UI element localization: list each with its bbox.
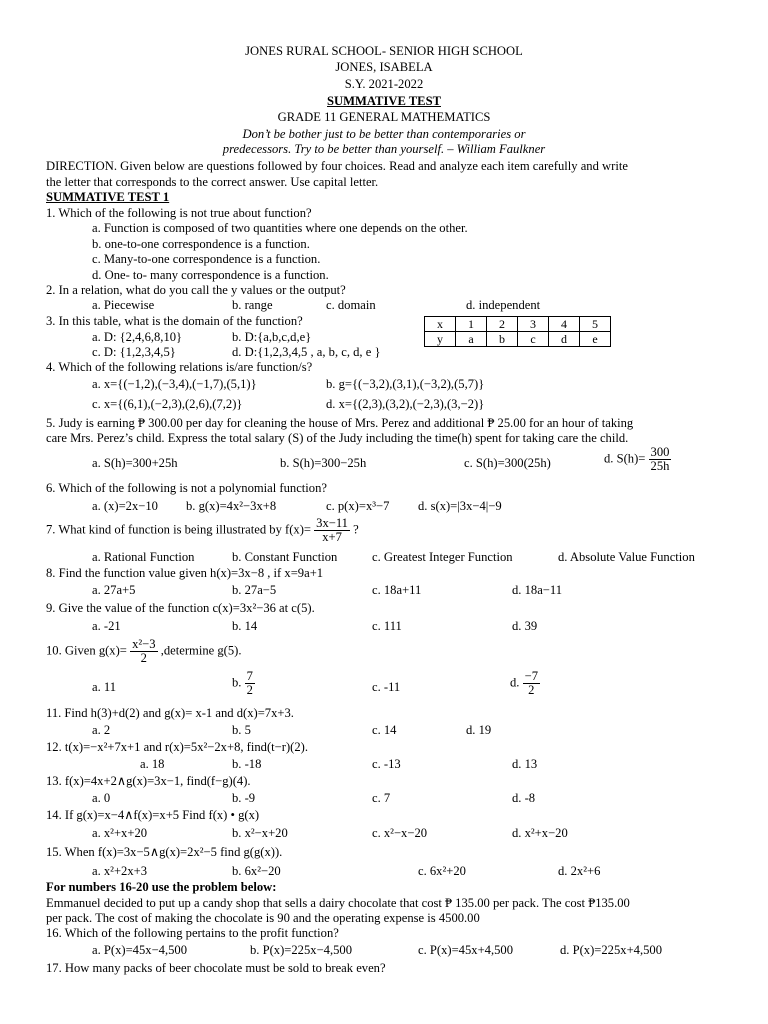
q2-option-d: d. independent <box>466 298 541 312</box>
q5-d-prefix: d. S(h)= <box>604 451 646 466</box>
question-5-line-2: care Mrs. Perez’s child. Express the total salary (S) of the Judy including the time(h) spent for taking care the child. <box>46 431 629 445</box>
table-cell: b <box>487 332 518 347</box>
q5-d-denominator: 25h <box>650 459 670 473</box>
q15-option-a: a. x²+2x+3 <box>92 864 148 878</box>
table-cell: e <box>580 332 611 347</box>
question-17: 17. How many packs of beer chocolate must be sold to break even? <box>46 961 386 975</box>
q7-numerator: 3x−11 <box>316 516 348 530</box>
school-name: JONES RURAL SCHOOL- SENIOR HIGH SCHOOL <box>245 44 523 58</box>
question-4: 4. Which of the following relations is/are function/s? <box>46 360 313 374</box>
problem-line-2: per pack. The cost of making the chocolate is 90 and the operating expense is 4500.00 <box>46 911 480 925</box>
q6-option-b: b. g(x)=4x²−3x+8 <box>186 499 277 513</box>
question-8: 8. Find the function value given h(x)=3x−8 , if x=9a+1 <box>46 566 324 580</box>
q9-option-a: a. -21 <box>92 619 121 633</box>
question-12: 12. t(x)=−x²+7x+1 and r(x)=5x²−2x+8, find(t−r)(2). <box>46 740 308 754</box>
q16-option-b: b. P(x)=225x−4,500 <box>250 943 353 957</box>
question-11: 11. Find h(3)+d(2) and g(x)= x-1 and d(x)=7x+3. <box>46 706 294 720</box>
table-cell: 2 <box>487 317 518 332</box>
q9-option-d: d. 39 <box>512 619 538 633</box>
q2-option-a: a. Piecewise <box>92 298 155 312</box>
question-15: 15. When f(x)=3x−5∧g(x)=2x²−5 find g(g(x)). <box>46 845 283 859</box>
question-5-line-1: 5. Judy is earning ₱ 300.00 per day for cleaning the house of Mrs. Perez and additional ₱ 25.00 for an hour of taking <box>46 416 634 430</box>
q14-option-c: c. x²−x−20 <box>372 826 428 840</box>
q6-option-a: a. (x)=2x−10 <box>92 499 158 513</box>
q11-option-b: b. 5 <box>232 723 251 737</box>
q11-option-a: a. 2 <box>92 723 111 737</box>
question-10 <box>46 638 241 665</box>
q3-option-b: b. D:{a,b,c,d,e} <box>232 330 312 344</box>
problem-line-1: Emmanuel decided to put up a candy shop that sells a dairy chocolate that cost ₱ 135.00 per pack. The cost ₱135.00 <box>46 896 630 910</box>
q10-option-d <box>510 670 540 697</box>
q12-option-a: a. 18 <box>140 757 165 771</box>
xy-table <box>424 316 611 347</box>
q3-option-d: d. D:{1,2,3,4,5 , a, b, c, d, e } <box>232 345 381 359</box>
q10-denominator: 2 <box>140 651 147 665</box>
q11-option-c: c. 14 <box>372 723 397 737</box>
table-cell: 4 <box>549 317 580 332</box>
q10-suffix: ,determine g(5). <box>160 643 242 658</box>
q10-d-numerator: −7 <box>524 669 539 683</box>
q16-option-d: d. P(x)=225x+4,500 <box>560 943 663 957</box>
q14-option-b: b. x²−x+20 <box>232 826 288 840</box>
q1-option-a: a. Function is composed of two quantities where one depends on the other. <box>92 221 468 235</box>
q14-option-d: d. x²+x−20 <box>512 826 568 840</box>
q16-option-a: a. P(x)=45x−4,500 <box>92 943 188 957</box>
q12-option-b: b. -18 <box>232 757 262 771</box>
q1-option-b: b. one-to-one correspondence is a function. <box>92 237 310 251</box>
table-cell: c <box>518 332 549 347</box>
q5-option-b: b. S(h)=300−25h <box>280 456 367 470</box>
q11-option-d: d. 19 <box>466 723 492 737</box>
table-cell: y <box>425 332 456 347</box>
school-place: JONES, ISABELA <box>335 60 433 74</box>
q10-numerator: x²−3 <box>132 637 156 651</box>
table-row-x <box>425 317 611 332</box>
q9-option-c: c. 111 <box>372 619 402 633</box>
q10-d-prefix: d. <box>510 675 520 690</box>
q8-option-a: a. 27a+5 <box>92 583 136 597</box>
question-9: 9. Give the value of the function c(x)=3x²−36 at c(5). <box>46 601 315 615</box>
table-cell: 3 <box>518 317 549 332</box>
q12-option-c: c. -13 <box>372 757 401 771</box>
q10-option-a: a. 11 <box>92 680 117 694</box>
table-cell: 5 <box>580 317 611 332</box>
q7-suffix: ? <box>353 522 359 537</box>
table-cell: 1 <box>456 317 487 332</box>
q10-b-denominator: 2 <box>246 683 253 697</box>
q4-option-b: b. g={(−3,2),(3,1),(−3,2),(5,7)} <box>326 377 485 391</box>
table-cell: x <box>425 317 456 332</box>
q15-option-b: b. 6x²−20 <box>232 864 281 878</box>
question-1: 1. Which of the following is not true about function? <box>46 206 312 220</box>
direction-line-1: DIRECTION. Given below are questions followed by four choices. Read and analyze each item carefully and write <box>46 159 628 173</box>
q10-b-numerator: 7 <box>246 669 253 683</box>
q7-prefix: 7. What kind of function is being illustrated by f(x)= <box>46 522 311 537</box>
q5-d-numerator: 300 <box>650 445 670 459</box>
test-title: SUMMATIVE TEST <box>327 94 441 108</box>
q8-option-d: d. 18a−11 <box>512 583 563 597</box>
table-cell: d <box>549 332 580 347</box>
q10-option-c: c. -11 <box>372 680 401 694</box>
q7-option-a: a. Rational Function <box>92 550 195 564</box>
question-16: 16. Which of the following pertains to the profit function? <box>46 926 339 940</box>
table-row-y <box>425 332 611 347</box>
q4-option-a: a. x={(−1,2),(−3,4),(−1,7),(5,1)} <box>92 377 257 391</box>
q15-option-c: c. 6x²+20 <box>418 864 466 878</box>
q12-option-d: d. 13 <box>512 757 538 771</box>
q8-option-b: b. 27a−5 <box>232 583 277 597</box>
section-title: SUMMATIVE TEST 1 <box>46 190 170 204</box>
q13-option-c: c. 7 <box>372 791 391 805</box>
question-13: 13. f(x)=4x+2∧g(x)=3x−1, find(f−g)(4). <box>46 774 251 788</box>
problem-heading: For numbers 16-20 use the problem below: <box>46 880 277 894</box>
q10-prefix: 10. Given g(x)= <box>46 643 127 658</box>
subject-title: GRADE 11 GENERAL MATHEMATICS <box>277 110 491 124</box>
q1-option-c: c. Many-to-one correspondence is a function. <box>92 252 321 266</box>
question-7 <box>46 517 359 544</box>
q6-option-d: d. s(x)=|3x−4|−9 <box>418 499 502 513</box>
q8-option-c: c. 18a+11 <box>372 583 422 597</box>
school-year: S.Y. 2021-2022 <box>344 77 424 91</box>
table-cell: a <box>456 332 487 347</box>
question-3: 3. In this table, what is the domain of the function? <box>46 314 303 328</box>
q2-option-b: b. range <box>232 298 273 312</box>
q14-option-a: a. x²+x+20 <box>92 826 148 840</box>
q15-option-d: d. 2x²+6 <box>558 864 601 878</box>
quote-line-2: predecessors. Try to be better than yourself. – William Faulkner <box>222 142 546 156</box>
q1-option-d: d. One- to- many correspondence is a function. <box>92 268 329 282</box>
q10-option-b <box>232 670 255 697</box>
q7-option-c: c. Greatest Integer Function <box>372 550 513 564</box>
q7-option-b: b. Constant Function <box>232 550 338 564</box>
q5-option-a: a. S(h)=300+25h <box>92 456 178 470</box>
quote-line-1: Don’t be bother just to be better than contemporaries or <box>242 127 526 141</box>
q6-option-c: c. p(x)=x³−7 <box>326 499 390 513</box>
question-6: 6. Which of the following is not a polynomial function? <box>46 481 327 495</box>
q7-option-d: d. Absolute Value Function <box>558 550 695 564</box>
question-14: 14. If g(x)=x−4∧f(x)=x+5 Find f(x) • g(x) <box>46 808 260 822</box>
q13-option-d: d. -8 <box>512 791 536 805</box>
q10-d-denominator: 2 <box>528 683 535 697</box>
q3-option-c: c. D: {1,2,3,4,5} <box>92 345 176 359</box>
q3-option-a: a. D: {2,4,6,8,10} <box>92 330 183 344</box>
q4-option-c: c. x={(6,1),(−2,3),(2,6),(7,2)} <box>92 397 243 411</box>
q13-option-b: b. -9 <box>232 791 256 805</box>
question-2: 2. In a relation, what do you call the y values or the output? <box>46 283 346 297</box>
q10-b-prefix: b. <box>232 675 242 690</box>
q5-option-d <box>604 446 671 473</box>
q4-option-d: d. x={(2,3),(3,2),(−2,3),(3,−2)} <box>326 397 485 411</box>
q13-option-a: a. 0 <box>92 791 111 805</box>
q5-option-c: c. S(h)=300(25h) <box>464 456 551 470</box>
q2-option-c: c. domain <box>326 298 376 312</box>
q7-denominator: x+7 <box>322 530 342 544</box>
direction-line-2: the letter that corresponds to the correct answer. Use capital letter. <box>46 175 379 189</box>
q9-option-b: b. 14 <box>232 619 258 633</box>
q16-option-c: c. P(x)=45x+4,500 <box>418 943 514 957</box>
